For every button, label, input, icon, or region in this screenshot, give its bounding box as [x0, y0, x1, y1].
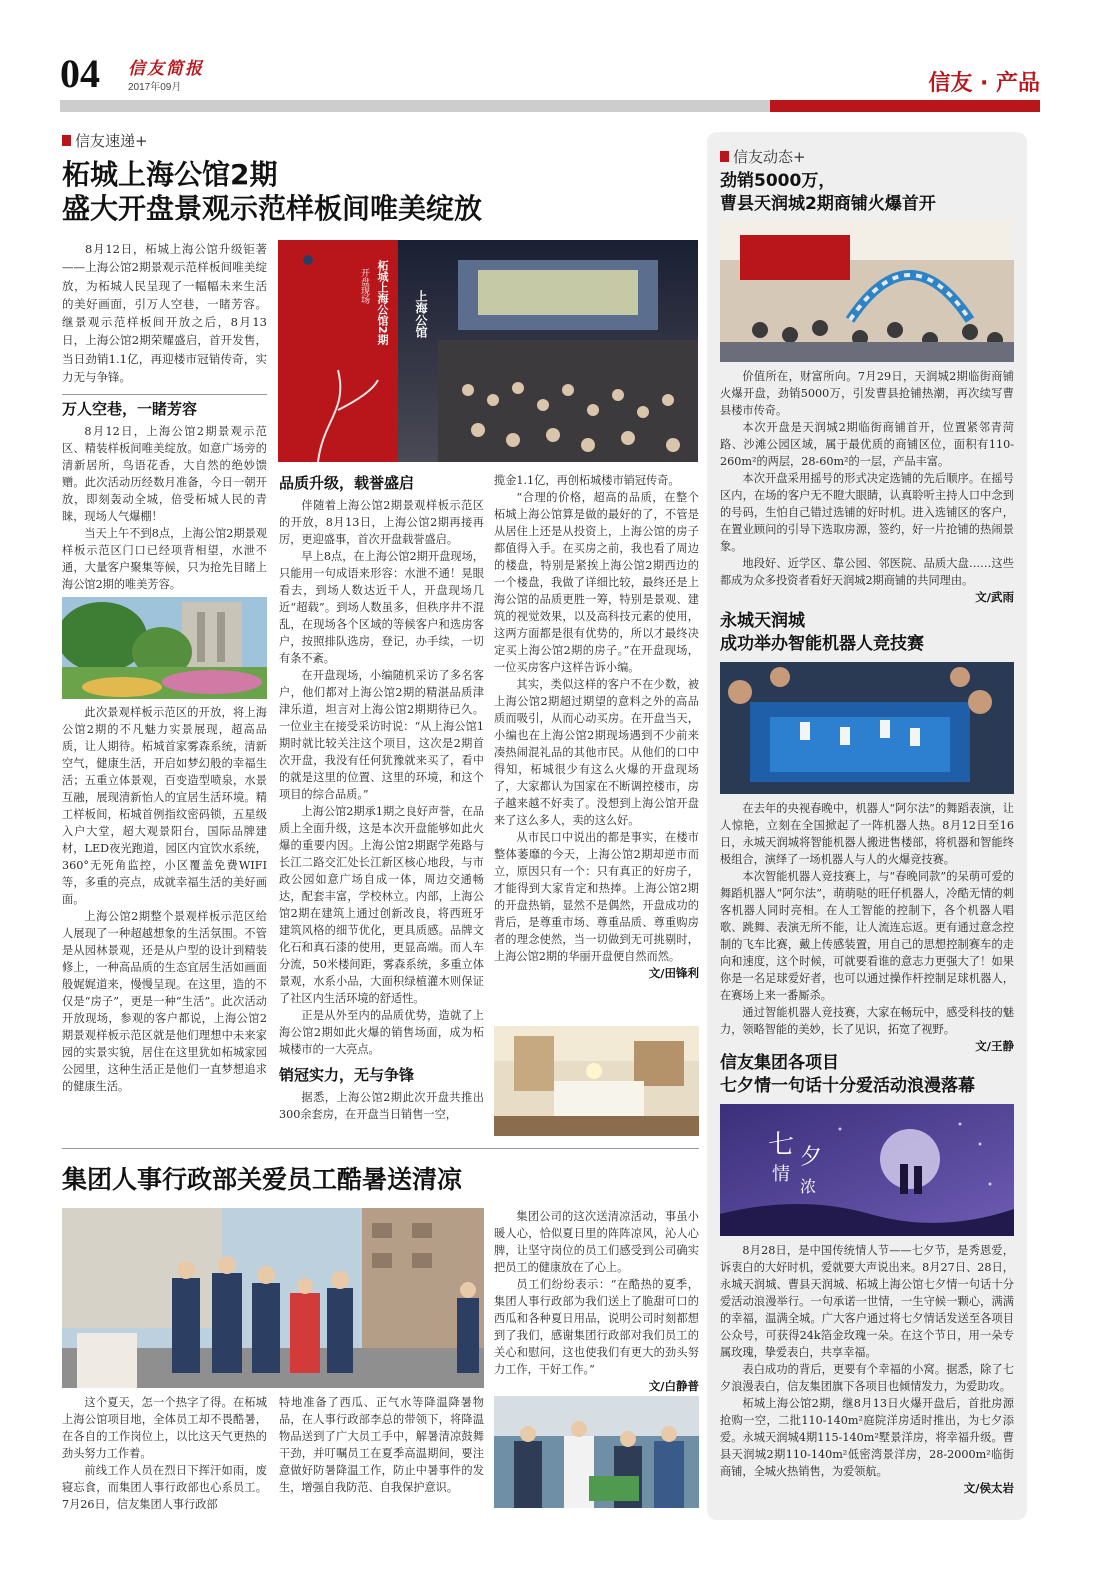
showroom-interior-photo — [494, 1026, 699, 1136]
article1-paragraph-1: 价值所在，财富所向。7月29日，天润城2期临街商铺火爆开盘，劲销5000万，引发曹县抢铺热潮，再次续写曹县楼市传奇。 — [720, 370, 1014, 417]
lead-rule — [62, 394, 267, 395]
column-2 — [279, 472, 484, 1123]
main-headline-line1: 柘城上海公馆2期 — [62, 158, 278, 191]
staff-paragraph-5: 员工们纷纷表示：“在酷热的夏季，集团人事行政部为我们送上了脆甜可口的西瓜和各种夏日用品，说明公司时刻都想到了我们，感谢集团行政部对我们员工的关心和慰问，这也使我们有更大的劲头努力工作，干好工作。” — [494, 1278, 699, 1376]
subhead-crowds: 万人空巷，一睹芳容 — [62, 400, 198, 418]
article1-headline-line2: 曹县天润城2期商铺火爆首开 — [720, 194, 936, 214]
article1-headline-line1: 劲销5000万， — [720, 171, 836, 191]
s2-paragraph-5: 正是从外至内的品质优势，造就了上海公馆2期如此火爆的销售场面，成为柘城楼市的一大亮点。 — [279, 1009, 484, 1056]
article3-headline-line2: 七夕情一句话十分爱活动浪漫落幕 — [720, 1076, 975, 1096]
s1-paragraph-3: 此次景观样板示范区的开放，将上海公馆2期的不凡魅力实景展现，超高品质，让人期待。柘城首家雾森系统，清新空气，健康生活，开启如梦幻般的幸福生活；五重立体景观，百变造型喷泉，水景互融，展现清新怡人的宜居生活环境。精工样板间，柘城首例指纹密码锁，五星级入户大堂，超大观景阳台，国际品牌建材，LED夜光跑道，园区内宜饮水系统，360°无死角监控，小区覆盖免费WIFI等，多重的亮点，成就幸福生活的美好画面。 — [62, 706, 267, 906]
qixi-char-2: 夕 — [800, 1145, 823, 1170]
s1-paragraph-1: 8月12日，上海公馆2期景观示范区、精装样板间唯美绽放。如意广场旁的清新居所，鸟语花香，大自然的绝妙馈赠。此次活动历经数月准备，今日一朝开放，即刻轰动全城，倍受柘城人民的青睐，现场人气爆棚！ — [62, 425, 267, 523]
robot-competition-photo — [720, 662, 1014, 794]
staff-column-2 — [279, 1394, 484, 1496]
article3-paragraph-1: 8月28日，是中国传统情人节——七夕节，是秀恩爱，诉衷白的大好时机，爱就要大声说出来。8月27日、28日，永城天润城、曹县天润城、柘城上海公馆七夕情一句话十分爱活动浪漫举行。一句承诺一世情，一生守候一颗心，满满的幸福，温满全城。广大客户通过将七夕情话发送至各项目公众号，可获得24k箔金玫瑰一朵。在这个节日，用一朵专属玫瑰，挚爱表白，共享幸福。 — [720, 1244, 1014, 1359]
banner-vertical-title: 柘城上海公馆2期 — [376, 260, 389, 345]
s3-paragraph-1: 据悉，上海公馆2期此次开盘共推出300余套房，在开盘当日销售一空， — [279, 1091, 484, 1121]
article1-author: 文/武雨 — [975, 590, 1014, 604]
qixi-char-1: 七 — [768, 1130, 795, 1160]
article1-body — [720, 368, 1014, 605]
sidebar-tag-label: 信友动态+ — [733, 148, 806, 166]
page-number: 04 — [60, 51, 100, 96]
staff-divider — [62, 1148, 699, 1149]
staff-column-1 — [62, 1394, 267, 1513]
banner-vertical-sub: 开盘现场 — [359, 268, 369, 304]
column-1 — [62, 398, 267, 593]
s2-paragraph-4: 上海公馆2期承1期之良好声誉，在品质上全面升级，这是本次开盘能够如此火爆的重要内因。上海公馆2期踞学苑路与长江二路交汇处长江新区核心地段，与市政公园如意广场自成一体，周边交通畅达，配套丰富，学校林立。内部，上海公馆2期在建筑上通过创新改良，将西班牙建筑风格的细节优化，更具质感。品牌文化石和真石漆的使用，更显高端。而人车分流，50米楼间距，雾森系统，多重立体景观，水系小品，大面积绿植灌木则保证了社区内生活环境的舒适性。 — [279, 805, 484, 1005]
column-3 — [494, 472, 699, 981]
s3-paragraph-5: 从市民口中说出的都是事实，在楼市整体萎靡的今天，上海公馆2期却逆市而立，原因只有一个：只有真正的好房子，才能得到大家肯定和热捧。上海公馆2期的开盘热销，显然不是偶然，开盘成功的背后，是尊重市场、尊重品质、尊重购房者的理念使然，当一切做到无可挑剔时，上海公馆2期的华丽开盘便自然而然。 — [494, 831, 699, 963]
article2-paragraph-2: 本次智能机器人竞技赛上，与“春晚同款”的呆萌可爱的舞蹈机器人“阿尔法”，萌萌哒的旺仔机器人，冷酷无情的刺客机器人同时亮相。在人工智能的控制下，各个机器人唱歌、跳舞、表演无所不能，让人流连忘返。更有通过意念控制的飞车比赛，戴上传感装置，用自己的思想控制赛车的走向和速度，这个时候，可就要看谁的意志力更强大了！如果你是一名足球爱好者，也可以通过操作杆控制足球机器人，在赛场上来一番厮杀。 — [720, 870, 1014, 1002]
section-tag — [62, 130, 148, 151]
staff-author: 文/白静普 — [648, 1379, 699, 1393]
staff-paragraph-3: 特地准备了西瓜、正气水等降温降暑物品，在人事行政部李总的带领下，将降温物品送到了广大员工手中，解暑清凉鼓舞干劲，并叮嘱员工在夏季高温期间，要注意做好防暑降温工作，防止中暑事件的发生，增强自我防范、自我保护意识。 — [279, 1396, 484, 1494]
header-rule-red — [770, 100, 1040, 112]
opening-ceremony-photo — [278, 240, 698, 462]
s2-paragraph-2: 早上8点，在上海公馆2期开盘现场，只能用一句成语来形容：水泄不通！晃眼看去，到场人数达近千人，开盘现场几近“超载”。到场人数虽多，但秩序井不混乱，在现场各个区域的等候客户和选房客户，按照排队选房，登记，办手续，一切有条不紊。 — [279, 550, 484, 665]
issue-date: 2017年09月 — [128, 82, 182, 93]
main-author: 文/田锋利 — [648, 966, 699, 980]
s2-paragraph-1: 伴随着上海公馆2期景观样板示范区的开放，8月13日，上海公馆2期再接再厉，更迎盛事，首次开盘载誉盛启。 — [279, 499, 484, 546]
article3-paragraph-3: 柘城上海公馆2期，继8月13日火爆开盘后，首批房源抢购一空，二批110-140m²庭院洋房适时推出，为七夕添爱。永城天润城4期115-140m²墅景洋房，将幸福升级。曹县天润城2期110-140m²低密湾景洋房，28-2000m²临街商铺，全城火热销售，为爱领航。 — [720, 1397, 1014, 1478]
article1-paragraph-4: 地段好、近学区、靠公园、邻医院、品质大盘……这些都成为众多投资者看好天润城2期商铺的共同理由。 — [720, 557, 1014, 587]
sidebar-tag — [720, 146, 806, 167]
staff-paragraph-2: 前线工作人员在烈日下挥汗如雨，废寝忘食，而集团人事行政部也心系员工。7月26日，信友集团人事行政部 — [62, 1464, 267, 1511]
s3-paragraph-2: 揽金1.1亿，再创柘城楼市销冠传奇。 — [494, 474, 680, 487]
article1-headline — [720, 170, 936, 216]
header-rule-gray — [60, 100, 770, 112]
main-headline-line2: 盛大开盘景观示范样板间唯美绽放 — [62, 192, 483, 225]
article1-paragraph-3: 本次开盘采用摇号的形式决定选铺的先后顺序。在摇号区内，在场的客户无不瞪大眼睛，认真聆听主持人口中念到的号码，生怕自己错过选铺的好时机。进入选铺区的客户，在置业顾问的引导下选取房源，签约，好一片抢铺的热闹景象。 — [720, 472, 1014, 553]
main-headline — [62, 158, 482, 226]
newsletter-logo: 信友简报 — [128, 59, 204, 79]
sidebar-tag-square-icon — [720, 151, 729, 162]
s1-paragraph-4: 上海公馆2期整个景观样板示范区给人展现了一种超越想象的生活氛围。不管是从园林景观，还是从户型的设计到精装修上，一种高品质的生态宜居生活如画面般娓娓道来，慢慢呈现。在这里，造的不仅是“房子”，更是一种“生活”。此次活动开放现场，参观的客户都说，上海公馆2期景观样板示范区就是他们理想中未来家园的实景实貌，居住在这里犹如柘城家园公园里，这种生活正是他们一直梦想追求的健康生活。 — [62, 910, 267, 1093]
qixi-festival-image — [720, 1104, 1014, 1236]
subhead-quality: 品质升级，载誉盛启 — [279, 474, 415, 492]
staff-column-right — [494, 1208, 699, 1394]
s3-paragraph-3: “合理的价格，超高的品质，在整个柘城上海公馆算是做的最好的了，不管是从居住上还是从投资上，上海公馆的房子都值得入手。在买房之前，我也看了周边的楼盘，特别是紧挨上海公馆2期西边的一个楼盘，我做了详细比较，最终还是上海公馆的品质更胜一筹，特别是景观、建筑的视觉效果，以及高科技元素的使用，这两方面都是很有优势的，所以才最终决定买上海公馆2期的房子。”在开盘现场，一位买房客户这样告诉小编。 — [494, 491, 699, 674]
subhead-sales: 销冠实力，无与争锋 — [279, 1066, 415, 1084]
article3-headline-line1: 信友集团各项目 — [720, 1053, 839, 1073]
lead-text: 8月12日，柘城上海公馆升级钜著——上海公馆2期景观示范样板间唯美绽放，为柘城人民呈现了一幅幅未来生活的美好画面，引万人空巷，一睹芳容。继景观示范样板间开放之后，8月13日，上海公馆2期荣耀盛启，首开发售，当日劲销1.1亿，再迎楼市冠销传奇，实力无与争锋。 — [62, 242, 267, 385]
s2-paragraph-3: 在开盘现场，小编随机采访了多名客户，他们都对上海公馆2期的精湛品质津津乐道，坦言对上海公馆2期期待已久。一位业主在接受采访时说：“从上海公馆1期时就比较关注这个项目，这次是2期首次开盘，我没有任何犹豫就来买了，看中的就是这里的位置、这里的环境，和这个项目的综合品质。” — [279, 669, 484, 801]
article2-author: 文/王静 — [975, 1039, 1014, 1053]
article2-headline — [720, 610, 924, 656]
staff-paragraph-4: 集团公司的这次送清凉活动，事虽小暖人心，恰似夏日里的阵阵凉风，沁人心脾，让坚守岗位的员工们感受到公司确实把员工的健康放在了心上。 — [494, 1210, 699, 1274]
article3-author: 文/侯太岩 — [963, 1481, 1014, 1495]
stage-sign-text: 上海公馆 — [414, 290, 428, 338]
watermelon-delivery-photo — [494, 1396, 699, 1508]
lead-block — [62, 240, 267, 395]
article2-body — [720, 800, 1014, 1054]
article2-headline-line2: 成功举办智能机器人竞技赛 — [720, 634, 924, 654]
column-1-continued — [62, 704, 267, 1095]
article2-paragraph-1: 在去年的央视春晚中，机器人“阿尔法”的舞蹈表演，让人惊艳，立刻在全国掀起了一阵机器人热。8月12日至16日，永城天润城将智能机器人搬进售楼部，将机器和智能终极组合，演绎了一场机器人与人的火爆竞技赛。 — [720, 802, 1014, 866]
article3-headline — [720, 1052, 975, 1098]
article1-paragraph-2: 本次开盘是天润城2期临街商铺首开，位置紧邻青菏路、沙滩公园区域，属于最优质的商铺区位，面积有110-260m²的两层，28-60m²的一层，产品丰富。 — [720, 421, 1014, 468]
staff-paragraph-1: 这个夏天，怎一个热字了得。在柘城上海公馆项目地，全体员工却不畏酷暑，在各自的工作岗位上，以比这天气更热的劲头努力工作着。 — [62, 1396, 267, 1460]
s1-paragraph-2: 当天上午不到8点，上海公馆2期景观样板示范区门口已经项背相望，水泄不通，大量客户聚集等候，只为抢先目睹上海公馆2期的唯美芳容。 — [62, 527, 267, 591]
article3-body — [720, 1242, 1014, 1496]
section-title: 信友 · 产品 — [928, 71, 1040, 96]
garden-landscape-photo — [62, 597, 267, 699]
security-staff-photo — [62, 1208, 484, 1388]
shop-sale-event-photo — [720, 220, 1014, 362]
s3-paragraph-4: 其实，类似这样的客户不在少数，被上海公馆2期超过期望的意料之外的高品质而吸引，从而心动买房。在开盘当天，小编也在上海公馆2期现场遇到不少前来凑热闹混礼品的其他市民。从他们的口中得知，柘城很少有这么火爆的开盘现场了，大家都认为国家在不断调控楼市，房子越来越不好卖了。没想到上海公馆开盘来了这么多人，卖的这么好。 — [494, 678, 699, 827]
staff-headline: 集团人事行政部关爱员工酷暑送清凉 — [62, 1165, 463, 1194]
article2-headline-line1: 永城天润城 — [720, 611, 805, 631]
article2-paragraph-3: 通过智能机器人竞技赛，大家在畅玩中，感受科技的魅力，领略智能的美妙，长了见识，拓宽了视野。 — [720, 1006, 1014, 1036]
article3-paragraph-2: 表白成功的背后，更要有个幸福的小窝。据悉，除了七夕浪漫表白，信友集团旗下各项目也倾情发力，为爱助攻。 — [720, 1363, 1014, 1393]
qixi-char-4: 浓 — [800, 1177, 817, 1196]
tag-label: 信友速递+ — [75, 132, 148, 150]
tag-square-icon — [62, 135, 71, 146]
qixi-char-3: 情 — [772, 1164, 790, 1185]
